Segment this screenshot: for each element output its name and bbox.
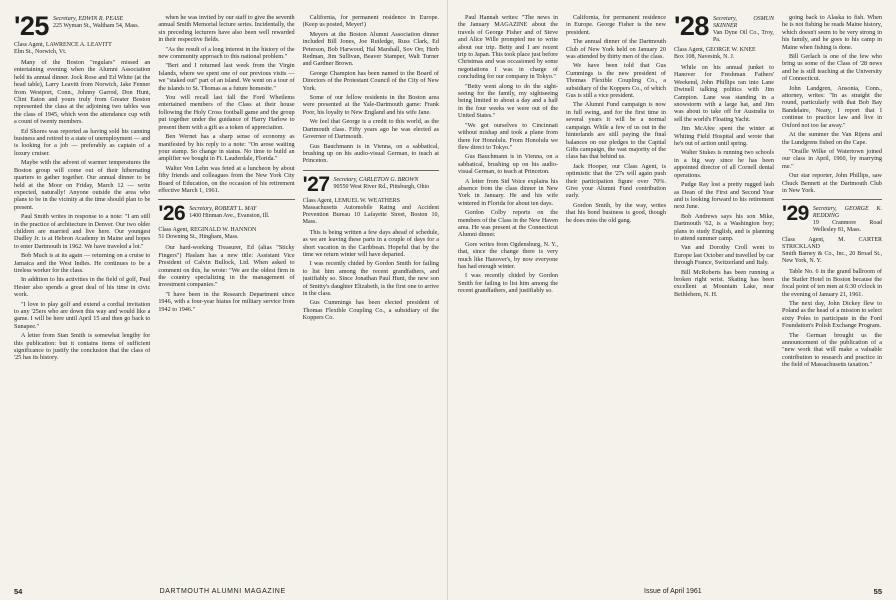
agent-line: Class Agent, LEMUEL W. WEATHERS [302, 197, 400, 204]
paragraph: While on his annual junket to Hanover for Freshman Fathers' Weekend, John Phillips ran into Lane Dwinell talking politics with Jim Campion. Lane was standing in a snowstorm with a large hat, and Jim was about to take off for Australia to sell the world's Floating Yacht. [674, 64, 774, 123]
secretary-title: Secretary, EDWIN R. PEASE [52, 16, 124, 22]
paragraph: Bob Much is at its again — returning on a cruise to Jamaica and the West Indies. He continues to be a tireless worker for the class. [14, 252, 151, 274]
class-26-header [158, 204, 294, 224]
section-divider [158, 199, 294, 200]
paragraph: Jack Hooper, our Class Agent, is optimistic that the '27s will again push their participation figure over 70%. Give your Alumni Fund contribution early. [566, 162, 666, 200]
paragraph: Paul Smith writes in response to a note: "I am still in the practice of architecture in Denver. Our two older children are married and live here. Our youngest Dudley Jr. is at Hebron Academy in Maine and hopes to enter Dartmouth in 1962. We have traveled a lot." [14, 213, 151, 250]
paragraph: Bob Andrews says his son Mike, Dartmouth '62, is a Washington boy; plans to study English, and is planning to attend summer camp. [674, 212, 774, 242]
paragraph: California, for permanent residence in Europe. (Keep us posted, Meyer!) [302, 14, 439, 29]
paragraph: when he was invited by our staff to give the seventh annual Smith Memorial lecture series. Incidentally, the six preceding lecturers have also been well rewarded in their respective fields. [158, 14, 295, 44]
paragraph: A letter from Sid Voice explains his absence from the class dinner in New York in January. He and his wife wintered in Florida for about ten days. [458, 177, 558, 207]
paragraph: Gus Cummings has been elected president of Thomas Flexible Coupling Co., a subsidiary of the Koppers Co. [302, 299, 439, 322]
paragraph: Gordon Smith, by the way, writes that his bond business is good, though he does miss the old gang. [566, 201, 666, 224]
paragraph: "As the result of a long interest in the history of the new community approach to this national problem." [158, 45, 295, 61]
paragraph: "We got ourselves to Cincinnati without mishap and took a plane from there for Honolulu. From Honolulu we flew direct to Tokyo." [458, 121, 558, 151]
agent-line: Class Agent, LAWRENCE A. LEAVITT [14, 42, 112, 48]
paragraph: The Alumni Fund campaign is now in full swing, and for the first time in several years it will be a normal campaign. While a few of us out in the hinterlands are still paying the final balances on our pledges to the Capital Gifts campaign, the vast majority of the class has that behind us. [566, 101, 666, 161]
paragraph: I was recently chided by Gordon Smith for failing to list him among the recent grandfathers, and justifiably so. Since Jonathan Paul Hunt, the new son of Smitty's daughter Elizabeth, is the first one to arrive in the class. [302, 260, 439, 297]
paragraph: "I love to play golf and extend a cordial invitation to any '25ers who are down this way and would like a game. I will be here until April 15 and then go back to Sunapee." [14, 300, 151, 330]
paragraph: At the summer the Van Rijens and the Lundgrens fished on the Cape. [782, 131, 882, 146]
paragraph: We have been told that Gus Cummings is the new president of Thomas Flexible Coupling Co., a subsidiary of the Koppers Co., of which Gus is still a vice president. [566, 62, 666, 100]
agent-line: Class Agent, GEORGE W. KNEE [674, 47, 756, 53]
right-col-4 [782, 14, 882, 574]
paragraph: I was recently chided by Gordon Smith for failing to list him among the recent grandfathers, and justifiably so. [458, 272, 558, 295]
agent-address: Elm St., Norwich, Vt. [14, 49, 67, 55]
paragraph: Ben Wernet has a sharp sense of economy as manifested by his reply to a note: "On arose waiting your stamp. So change in status. No time to build an amplifier we bought in Ft. Lauderdale, Florida." [158, 133, 295, 163]
secretary-address: 1400 Hinman Ave., Evanston, Ill. [189, 213, 270, 220]
class-secretary [334, 175, 430, 191]
secretary-address: Van Dyne Oil Co., Troy, Pa. [712, 30, 774, 43]
paragraph: Gordon Colby reports on the members of the Class in the New Haven area. He was present at the Connecticut Alumni dinner. [458, 209, 558, 239]
paragraph: The German brought us the announcement of the publication of a "new work that will make a valuable contribution to research and practice in the field of Massachusetts taxation." [782, 331, 882, 369]
paragraph: Gus Bauchmann is in Vienna, on a sabbatical, brushing up on his audio-visual German, to teach at Princeton. [458, 153, 558, 176]
paragraph: "I have been in the Research Department since 1946, with a four-year hiatus for military service from 1942 to 1946." [158, 290, 295, 313]
page-number: 55 [873, 587, 882, 596]
section-divider [303, 170, 439, 171]
class-year-label: '29 [782, 202, 809, 226]
paragraph: Many of the Boston "regulars" missed an entertaining evening when the Alumni Association held its annual dinner. Jock Rose and Ed White (at the head table), Larry Leavitt from Norwich, Jake Fenner from Westport, Conn., Johnny Garrod, Don Hunt, Clint Eaton and yours truly from Greater Boston represented the class at the adjoining two tables was the class of 1945, which won the attendance cup with a count of twenty members. [14, 59, 151, 126]
class-secretary [53, 14, 139, 30]
secretary-address: 90550 West River Rd., Pittsburgh, Ohio [333, 183, 430, 190]
secretary-title: Secretary, OSMUN SKINNER [712, 16, 774, 29]
paragraph: This is being written a few days ahead of schedule, as we are leaving these parts in a couple of days for a short vacation in the Caribbean. Hopeful that by the time we return winter will have departed. [302, 228, 439, 258]
paragraph: Some of our fellow residents in the Boston area were presented at the Yale-Dartmouth game: Frank Poor, his loyalty to New England and his wife Jane. [302, 94, 439, 116]
right-col-2 [566, 14, 666, 574]
paragraph: Our hard-working Treasurer, Ed (alias "Sticky Fingers") Haslam has a new title: Assistant Vice President of Calvin Bullock, Ltd. When asked to comment on this, he wrote: "We are the oldest firm in the country specializing in the management of investment companies." [158, 244, 295, 289]
paragraph: George Champion has been named to the Board of Directors of the Protestant Council of the City of New York. [302, 69, 439, 92]
class-year-label: '28 [674, 14, 709, 41]
paragraph: Ed Shores was reported as having sold his canning business and retired to a state of unemployment — and is looking for a job — preferably as captain of a luxury cruiser. [14, 127, 151, 157]
class-secretary [813, 204, 882, 234]
secretary-title: Secretary, ROBERT L. MAY [189, 206, 257, 213]
paragraph: Pudge Ray lost a pretty rugged lash as Dean of the First and Second Year and is looking forward to his retirement next June. [674, 181, 774, 211]
class-agent [158, 227, 294, 241]
paragraph: "Betty went along to do the sight-seeing for the family, my sightseeing being limited to about a day and a half in the four weeks we were out of the United States." [458, 82, 558, 120]
right-page-columns [458, 14, 882, 574]
class-secretary [713, 14, 774, 44]
agent-address: Box 108, Navesink, N. J. [674, 54, 735, 60]
agent-address: 51 Downing St., Hingham, Mass. [158, 234, 239, 241]
class-25-header [14, 14, 150, 39]
class-secretary [189, 204, 269, 220]
agent-line: Class Agent, M. CARTER STRICKLAND [782, 237, 882, 251]
class-year-label: '27 [302, 172, 330, 196]
right-page-footer [462, 587, 882, 596]
publication-title: DARTMOUTH ALUMNI MAGAZINE [159, 588, 286, 595]
paragraph: Jim McAfee spent the winter at Whiting Field Hospital and wrote that he's out of action until spring. [674, 125, 774, 148]
paragraph: Walter Stukes is running two schools in a big way since he has been appointed director of all Cornell dental operations. [674, 149, 774, 179]
secretary-address: 225 Wyman St., Waltham 54, Mass. [52, 23, 140, 29]
paragraph: Bill Gerlach is one of the few who bring us some of the Class of '28 news and he is still teaching at the University of Connecticut. [782, 53, 882, 83]
class-27-header [302, 172, 439, 196]
paragraph: California, for permanent residence in Europe. George Fisher is the new president. [566, 14, 666, 36]
paragraph: Table No. 6 in the grand ballroom of the Statler Hotel in Boston because the focal point of ten men at 6:30 o'clock in the evening of January 21, 1961. [782, 268, 882, 298]
paragraph: We feel that George is a credit to this world, as the Dartmouth class. Fifty years ago he was elected as Governor of Dartmouth. [302, 118, 439, 141]
paragraph: Gore writes from Ogdensburg, N. Y., that, since the change there is very much like Hanover's, by now everyone has had enough winter. [458, 240, 558, 270]
class-agent [674, 47, 774, 61]
paragraph: going back to Alaska to fish. When he is not fishing he reads Maine history, which doesn't seem to be very strong in his family, and he goes to his camp in Maine when fishing is done. [782, 14, 882, 51]
right-col-1 [458, 14, 558, 574]
class-28-header [674, 14, 774, 44]
paragraph: The next day, John Dickey flew to Poland as the head of a mission to select sixty Poles to participate in the Ford Foundation's Polish Exchange Program. [782, 299, 882, 330]
secretary-title: Secretary, GEORGE K. REDDING [812, 206, 882, 220]
paragraph: You will recall last fall the Ford Whetlems entertained members of the Class at their house following the Holy Cross football game and the group put together under the guidance of Harry Harlow to present them with a gift as a token of appreciation. [158, 94, 295, 131]
paragraph: In addition to his activities in the field of golf, Paul Hester also spends a great deal of his time in civic work. [14, 276, 151, 299]
left-col-3 [303, 14, 439, 574]
paragraph: Bill McRoberts has been running a broken right wrist. Skating has been excellent at Mountain Lake, near Bethlehem, N. H. [674, 268, 774, 298]
page-number: 54 [14, 587, 23, 596]
secretary-title: Secretary, CARLETON G. BROWN [333, 176, 419, 183]
paragraph: A letter from Stan Smith is somewhat lengthy for this publication: but it contains items of sufficient significance to justify the conclusion that the class of '25 has its history. [14, 332, 151, 362]
paragraph: Paul Hannah writes: "The news in the January MAGAZINE about the travels of George Fisher and of Steve and Alice Wille prompted me to write about our trip. Betty and I are recent trip to Japan. This took place just before Christmas and was occasioned by some negotiations I was in charge of concluding for our company in Tokyo." [458, 14, 558, 81]
paragraph: Walter Von Lehn was feted at a luncheon by about fifty friends and colleagues from the New York City Board of Education, on the occasion of his retirement effective March 1, 1961. [158, 164, 295, 194]
class-agent [782, 237, 882, 265]
class-year-label: '25 [14, 14, 49, 41]
issue-date: Issue of April 1961 [644, 588, 702, 595]
paragraph: The annual dinner of the Dartmouth Club of New York held on January 20 was attended by thirty men of the class. [566, 38, 666, 61]
left-col-2 [158, 14, 294, 574]
agent-line: Class Agent, REGINALD W. HANNON [158, 227, 257, 234]
agent-address: Massachusetts Automobile Rating and Accident Prevention Bureau 10 Lafayette Street, Boston 10, Mass. [302, 204, 439, 225]
paragraph: Meyers at the Boston Alumni Association dinner included Bill Jones, Joe Rutledge, Russ Clark, Ed Peterson, Bob Harwood, Hal Marshall, Sov Orr, Herb Redman, Jim Sullivan, Beaver Stamper, Walt Turner and Gardner Brown. [302, 30, 439, 68]
paragraph: "Bert and I returned last week from the Virgin Islands, where we spent one of our previous visits — we "staked out" part of an island. We went on a tour of the islands to St. Thomas as a future homesite." [158, 62, 295, 92]
left-page-columns [14, 14, 439, 574]
secretary-address: 19 Cranmore Road Wellesley 81, Mass. [812, 220, 882, 234]
right-col-3 [674, 14, 774, 574]
paragraph: John Landgren, Ansonia, Conn., attorney, writes: "In as straight the round, particularly with that Bob Bay Bandelaire, Neary, I report that I continue to practice law and live in Oxford not too far away." [782, 84, 882, 129]
class-agent [14, 42, 150, 56]
paragraph: Maybe with the advent of warmer temperatures the Boston group will come out of their hibernating quarters to gather together. Our annual dinner to be held at the Moor on Friday, March 12 — write expected, naturally! Anyone outside the area who plans to be in the vicinity at the time should plan to be present. [14, 159, 151, 211]
left-col-1 [14, 14, 150, 574]
paragraph: "Oraille Wilke of Watertown joined our class in April, 1960, by marrying me." [782, 147, 882, 170]
paragraph: Gus Bauchmann is in Vienna, on a sabbatical, brushing up on his audio-visual German, to teach at Princeton. [302, 142, 439, 165]
right-page [448, 0, 896, 600]
class-agent [303, 198, 439, 226]
class-year-label: '26 [158, 202, 186, 226]
section-divider [782, 199, 882, 200]
paragraph: Our star reporter, John Phillips, saw Chuck Bennett at the Dartmouth Club in New York. [782, 172, 882, 194]
paragraph: Van and Dorothy Croll went to Europe last October and travelled by car through France, Switzerland and Italy. [674, 244, 774, 267]
left-page-footer [14, 587, 433, 596]
agent-address: Smith Barney & Co., Inc., 20 Broad St., New York, N. Y. [782, 251, 882, 265]
class-29-header [782, 204, 882, 234]
